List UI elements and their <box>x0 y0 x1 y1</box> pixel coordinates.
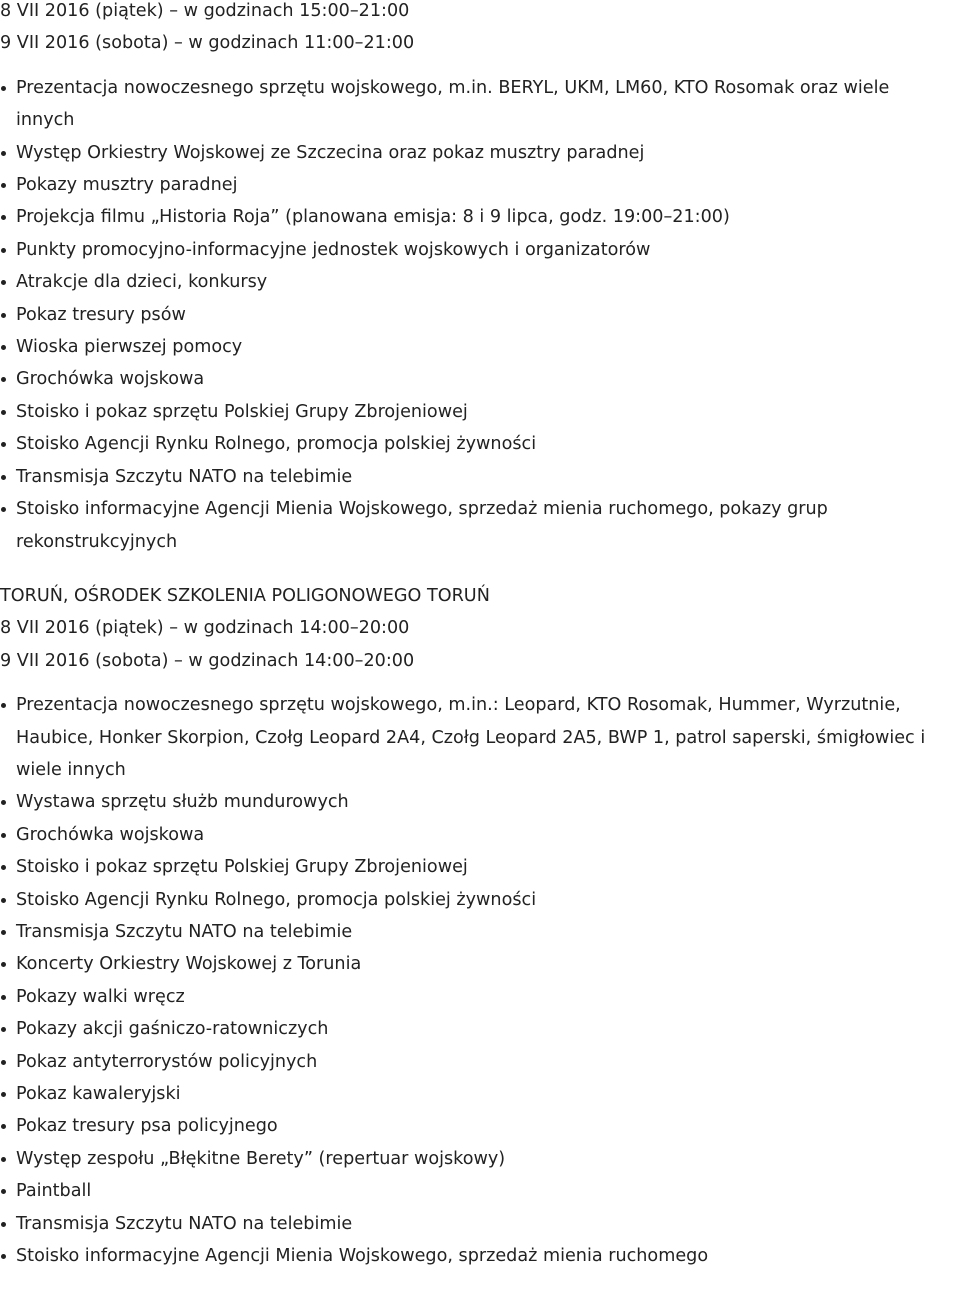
list-item <box>0 461 960 493</box>
list-item-text: Projekcja filmu „Historia Roja” (planowana emisja: 8 i 9 lipca, godz. 19:00–21:00) <box>16 207 730 228</box>
list-item <box>0 981 960 1013</box>
bullet-icon <box>1 800 6 805</box>
bullet-icon <box>1 151 6 156</box>
bullet-icon <box>1 410 6 415</box>
list-item <box>0 493 916 558</box>
section1-list <box>0 72 960 558</box>
list-item <box>0 948 960 980</box>
bullet-icon <box>1 898 6 903</box>
bullet-icon <box>1 1222 6 1227</box>
list-item <box>0 234 960 266</box>
list-item <box>0 1013 960 1045</box>
date-line: 9 VII 2016 (sobota) – w godzinach 11:00–21:00 <box>0 33 415 54</box>
bullet-icon <box>1 1189 6 1194</box>
list-item-text: Wioska pierwszej pomocy <box>16 337 243 358</box>
list-item-text: Stoisko Agencji Rynku Rolnego, promocja polskiej żywności <box>16 889 537 910</box>
bullet-icon <box>1 475 6 480</box>
list-item <box>0 884 960 916</box>
list-item <box>0 201 960 233</box>
list-item <box>0 1046 960 1078</box>
list-item-text: Stoisko Agencji Rynku Rolnego, promocja polskiej żywności <box>16 434 537 455</box>
list-item <box>0 169 960 201</box>
bullet-icon <box>1 1157 6 1162</box>
list-item <box>0 72 936 137</box>
bullet-icon <box>1 1060 6 1065</box>
list-item <box>0 819 960 851</box>
list-item-text: Prezentacja nowoczesnego sprzętu wojskowego, m.in.: Leopard, KTO Rosomak, Hummer, Wyrzutnie, Haubice, Honker Skorpion, Czołg Leopard 2A4, Czołg Leopard 2A5, BWP 1, patrol saperski, śmigłowiec i wiele innych <box>16 695 926 780</box>
section-title: TORUŃ, OŚRODEK SZKOLENIA POLIGONOWEGO TORUŃ <box>0 585 490 606</box>
list-item <box>0 1175 960 1207</box>
bullet-icon <box>1 1254 6 1259</box>
list-item-text: Pokazy akcji gaśniczo-ratowniczych <box>16 1019 329 1040</box>
bullet-icon <box>1 833 6 838</box>
bullet-icon <box>1 507 6 512</box>
list-item-text: Atrakcje dla dzieci, konkursy <box>16 272 268 293</box>
list-item <box>0 851 960 883</box>
list-item-text: Paintball <box>16 1181 92 1202</box>
list-item <box>0 916 960 948</box>
list-item <box>0 137 960 169</box>
list-item <box>0 1208 960 1240</box>
list-item-text: Pokaz kawaleryjski <box>16 1084 181 1104</box>
list-item <box>0 428 960 460</box>
list-item-text: Występ Orkiestry Wojskowej ze Szczecina oraz pokaz musztry paradnej <box>16 142 645 163</box>
list-item-text: Pokaz antyterrorystów policyjnych <box>16 1051 318 1072</box>
bullet-icon <box>1 248 6 253</box>
date-line: 8 VII 2016 (piątek) – w godzinach 14:00–20:00 <box>0 618 410 639</box>
list-item <box>0 396 960 428</box>
list-item <box>0 299 960 331</box>
bullet-icon <box>1 962 6 967</box>
list-item-text: Pokaz tresury psa policyjnego <box>16 1116 278 1137</box>
bullet-icon <box>1 86 6 91</box>
list-item-text: Stoisko informacyjne Agencji Mienia Wojskowego, sprzedaż mienia ruchomego, pokazy grup rekonstrukcyjnych <box>16 499 828 552</box>
list-item-text: Prezentacja nowoczesnego sprzętu wojskowego, m.in. BERYL, UKM, LM60, KTO Rosomak oraz wiele innych <box>16 77 890 131</box>
list-item-text: Koncerty Orkiestry Wojskowej z Torunia <box>16 954 362 975</box>
list-item-text: Punkty promocyjno-informacyjne jednostek wojskowych i organizatorów <box>16 239 651 260</box>
list-item-text: Stoisko i pokaz sprzętu Polskiej Grupy Zbrojeniowej <box>16 401 468 422</box>
list-item-text: Wystawa sprzętu służb mundurowych <box>16 792 349 813</box>
list-item-text: Transmisja Szczytu NATO na telebimie <box>16 466 353 487</box>
list-item <box>0 363 960 395</box>
list-item-text: Transmisja Szczytu NATO na telebimie <box>16 1213 353 1234</box>
list-item-text: Grochówka wojskowa <box>16 824 205 845</box>
list-item-text: Pokaz tresury psów <box>16 304 186 325</box>
list-item <box>0 689 960 786</box>
list-item <box>0 1110 960 1142</box>
list-item-text: Stoisko informacyjne Agencji Mienia Wojskowego, sprzedaż mienia ruchomego <box>16 1246 709 1267</box>
list-item-text: Pokazy walki wręcz <box>16 986 185 1007</box>
bullet-icon <box>1 442 6 447</box>
bullet-icon <box>1 995 6 1000</box>
list-item-text: Stoisko i pokaz sprzętu Polskiej Grupy Zbrojeniowej <box>16 857 468 878</box>
date-line: 8 VII 2016 (piątek) – w godzinach 15:00–21:00 <box>0 1 410 21</box>
bullet-icon <box>1 377 6 382</box>
bullet-icon <box>1 1027 6 1032</box>
bullet-icon <box>1 215 6 220</box>
bullet-icon <box>1 703 6 708</box>
list-item-text: Grochówka wojskowa <box>16 369 205 390</box>
bullet-icon <box>1 1092 6 1097</box>
bullet-icon <box>1 1124 6 1129</box>
list-item <box>0 1240 960 1272</box>
bullet-icon <box>1 280 6 285</box>
list-item <box>0 786 960 818</box>
bullet-icon <box>1 930 6 935</box>
list-item-text: Transmisja Szczytu NATO na telebimie <box>16 921 353 942</box>
date-line: 9 VII 2016 (sobota) – w godzinach 14:00–20:00 <box>0 650 415 671</box>
bullet-icon <box>1 865 6 870</box>
list-item-text: Pokazy musztry paradnej <box>16 175 238 196</box>
list-item <box>0 266 960 298</box>
list-item-text: Występ zespołu „Błękitne Berety” (repertuar wojskowy) <box>16 1148 506 1169</box>
list-item <box>0 1143 960 1175</box>
section1-dates <box>0 0 960 60</box>
list-item <box>0 331 960 363</box>
bullet-icon <box>1 313 6 318</box>
section2-list <box>0 689 960 1272</box>
section2-header <box>0 580 960 677</box>
bullet-icon <box>1 183 6 188</box>
bullet-icon <box>1 345 6 350</box>
list-item <box>0 1078 960 1110</box>
